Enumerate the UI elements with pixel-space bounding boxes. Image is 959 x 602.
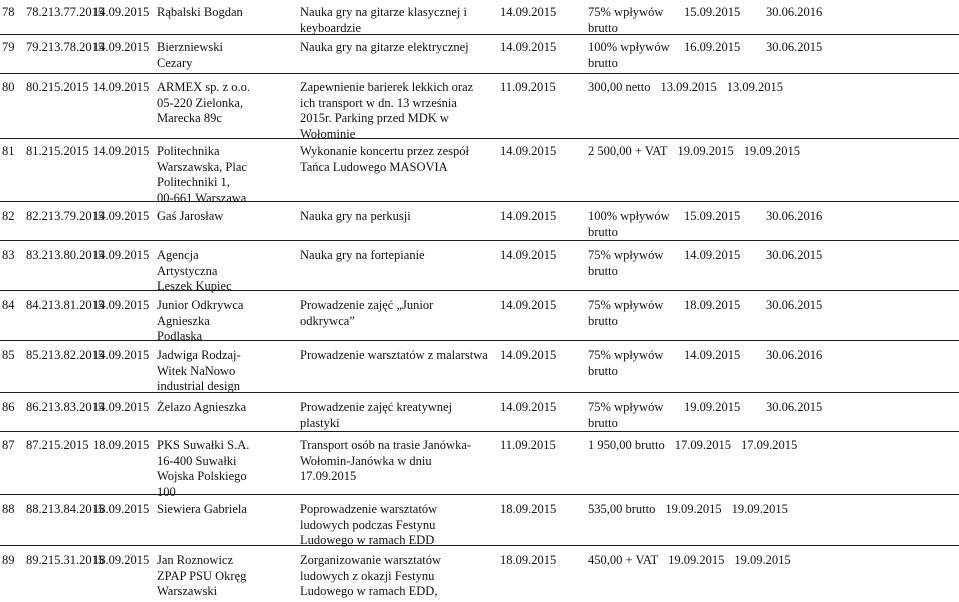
subject [300,553,500,600]
contractor [157,553,295,600]
contract-number: 85.213.82.2015 [26,348,105,362]
subject [300,209,500,225]
subject [300,5,500,36]
end-date: 13.09.2015 [726,80,783,94]
subject-line: Zorganizowanie warsztatów [300,553,442,567]
contract-number: 88.213.84.2015 [26,502,105,516]
row-number: 82 [2,209,15,223]
subject-line: Ludowego w ramach EDD, [300,584,438,598]
signing-date: 14.09.2015 [500,400,557,414]
row-number: 86 [2,400,15,414]
contractor [157,400,295,416]
start-date: 19.09.2015 [668,553,725,567]
signing-date: 14.09.2015 [500,298,557,312]
contract-value-line: brutto [588,313,618,328]
end-date: 30.06.2016 [766,348,823,362]
contractor-line: Siewiera Gabriela [157,502,247,516]
contract-value: 1 950,00 brutto [588,438,665,452]
contractor-line: Podlaska [157,329,203,343]
contract-value [588,348,688,379]
subject-line: Wołomin-Janówka w dniu [300,453,432,468]
row-divider [0,340,959,341]
subject-line: Nauka gry na gitarze elektrycznej [300,40,469,54]
signing-date: 14.09.2015 [500,40,557,54]
contractor-line: Marecka 89c [157,111,222,125]
contract-value [588,209,688,240]
contract-value: 535,00 brutto [588,502,656,516]
subject-line: Prowadzenie warsztatów z malarstwa [300,348,488,362]
contract-value-line: 75% wpływów [588,298,664,312]
contract-date: 14.09.2015 [93,400,150,414]
row-number: 84 [2,298,15,312]
end-date: 30.06.2015 [766,298,823,312]
contract-date: 14.09.2015 [93,144,150,158]
contract-value-line: brutto [588,363,618,378]
signing-date: 14.09.2015 [500,348,557,362]
contractor-line: Leszek Kupiec [157,279,232,293]
contractor-line: Junior Odkrywca [157,298,244,312]
contract-value [588,40,688,71]
contractor [157,248,295,295]
subject-line: Tańca Ludowego MASOVIA [300,159,448,174]
subject-line: Transport osób na trasie Janówka- [300,438,472,452]
contract-date: 18.09.2015 [93,553,150,567]
row-number: 89 [2,553,15,567]
subject-line: Zapewnienie barierek lekkich oraz [300,80,474,94]
subject-line: 17.09.2015 [300,469,357,483]
contract-value-line: brutto [588,415,618,430]
contractor [157,144,295,206]
contractor [157,502,295,518]
end-date: 30.06.2016 [766,209,823,223]
contract-number: 82.213.79.2015 [26,209,105,223]
contractor-line: 100 [157,484,176,499]
contractor-line: industrial design [157,379,240,393]
value-and-dates [588,80,783,96]
contract-value [588,298,688,329]
value-and-dates [588,438,797,454]
signing-date: 14.09.2015 [500,248,557,262]
row-divider [0,34,959,35]
contract-date: 14.09.2015 [93,348,150,362]
contractor-line: ARMEX sp. z o.o. [157,80,251,94]
contractor-line: 00-661 Warszawa [157,190,247,205]
contract-value [588,400,688,431]
end-date: 30.06.2015 [766,400,823,414]
contract-value-line: 75% wpływów [588,348,664,362]
contractor-line: Agencja [157,248,199,262]
contractor-line: Agnieszka [157,313,210,328]
subject [300,502,500,549]
subject-line: Nauka gry na fortepianie [300,248,425,262]
subject-line: Poprowadzenie warsztatów [300,502,438,516]
start-date: 19.09.2015 [677,144,734,158]
end-date: 19.09.2015 [731,502,788,516]
contract-number: 80.215.2015 [26,80,89,94]
start-date: 19.09.2015 [665,502,722,516]
start-date: 15.09.2015 [684,5,741,19]
start-date: 13.09.2015 [660,80,717,94]
contractor [157,40,295,71]
contract-number: 89.215.31.2015 [26,553,105,567]
subject-line: keyboardzie [300,20,362,35]
contract-date: 18.09.2015 [93,438,150,452]
contractor-line: Politechnika [157,144,220,158]
contractor-line: Rąbalski Bogdan [157,5,243,19]
contractor-line: Politechniki 1, [157,175,230,189]
signing-date: 14.09.2015 [500,5,557,19]
contract-number: 83.213.80.2015 [26,248,105,262]
row-divider [0,138,959,139]
start-date: 15.09.2015 [684,209,741,223]
subject [300,248,500,264]
row-number: 81 [2,144,15,158]
row-divider [0,73,959,74]
subject-line: 2015r. Parking przed MDK w [300,111,449,125]
contractor-line: Bierzniewski [157,40,223,54]
subject [300,400,500,431]
contract-date: 14.09.2015 [93,5,150,19]
contract-value-line: 75% wpływów [588,400,664,414]
start-date: 14.09.2015 [684,248,741,262]
subject-line: ludowych podczas Festynu [300,517,436,532]
value-and-dates [588,144,800,160]
start-date: 14.09.2015 [684,348,741,362]
row-divider [0,392,959,393]
contractor-line: Cezary [157,55,193,70]
contractor-line: Witek NaNowo [157,363,236,378]
end-date: 30.06.2015 [766,248,823,262]
end-date: 30.06.2015 [766,40,823,54]
contract-value [588,5,688,36]
contract-number: 84.213.81.2015 [26,298,105,312]
signing-date: 11.09.2015 [500,80,556,94]
row-number: 78 [2,5,15,19]
subject-line: ludowych z okazji Festynu [300,568,435,583]
subject-line: Wykonanie koncertu przez zespół [300,144,469,158]
signing-date: 14.09.2015 [500,209,557,223]
contract-value-line: brutto [588,263,618,278]
contract-value-line: 75% wpływów [588,5,664,19]
row-number: 80 [2,80,15,94]
start-date: 16.09.2015 [684,40,741,54]
contract-date: 14.09.2015 [93,40,150,54]
row-divider [0,201,959,202]
contractor-line: ZPAP PSU Okręg [157,568,247,583]
contract-value: 2 500,00 + VAT [588,144,668,158]
subject-line: Ludowego w ramach EDD [300,533,435,547]
contract-value-line: brutto [588,55,618,70]
contract-number: 79.213.78.2015 [26,40,105,54]
end-date: 17.09.2015 [740,438,798,452]
contract-number: 86.213.83.2015 [26,400,105,414]
subject-line: Prowadzenie zajęć kreatywnej [300,400,453,414]
value-and-dates [588,553,791,569]
row-number: 79 [2,40,15,54]
contract-number: 81.215.2015 [26,144,89,158]
signing-date: 18.09.2015 [500,553,557,567]
end-date: 30.06.2016 [766,5,823,19]
subject-line: Nauka gry na gitarze klasycznej i [300,5,467,19]
row-divider [0,240,959,241]
contractor [157,209,295,225]
subject [300,298,500,329]
contract-number: 87.215.2015 [26,438,89,452]
signing-date: 11.09.2015 [500,438,556,452]
contract-value [588,248,688,279]
subject-line: Wołominie [300,126,356,141]
contractor-line: Wojska Polskiego [157,469,247,483]
subject-line: plastyki [300,415,340,430]
start-date: 18.09.2015 [684,298,741,312]
contractor-line: Żelazo Agnieszka [157,400,247,414]
contractor-line: Gaś Jarosław [157,209,224,223]
end-date: 19.09.2015 [743,144,801,158]
contract-value-line: brutto [588,20,618,35]
contract-value-line: 100% wpływów [588,209,670,223]
contractor [157,348,295,395]
contract-value: 300,00 netto [588,80,651,94]
end-date: 19.09.2015 [734,553,791,567]
row-number: 83 [2,248,15,262]
contractor [157,80,295,127]
contract-value-line: 75% wpływów [588,248,664,262]
row-number: 87 [2,438,15,452]
value-and-dates [588,502,788,518]
start-date: 17.09.2015 [674,438,731,452]
contract-date: 14.09.2015 [93,248,150,262]
contract-date: 18.09.2015 [93,502,150,516]
contractor-line: 16-400 Suwałki [157,453,237,468]
row-divider [0,431,959,432]
subject [300,40,500,56]
row-number: 85 [2,348,15,362]
subject [300,144,500,175]
contractor [157,5,295,21]
subject-line: ich transport w dn. 13 września [300,95,457,110]
signing-date: 18.09.2015 [500,502,557,516]
start-date: 19.09.2015 [684,400,741,414]
row-divider [0,494,959,495]
contractor-line: Warszawski [157,584,218,598]
contractor-line: Warszawska, Plac [157,159,247,174]
subject [300,348,500,364]
contractor-line: 05-220 Zielonka, [157,95,244,110]
contract-value: 450,00 + VAT [588,553,659,567]
contractor-line: PKS Suwałki S.A. [157,438,250,452]
contractor-line: Jan Roznowicz [157,553,234,567]
contractor-line: Artystyczna [157,263,218,278]
row-divider [0,290,959,291]
contract-date: 14.09.2015 [93,298,150,312]
row-number: 88 [2,502,15,516]
contractor [157,438,295,500]
subject [300,438,500,485]
contract-value-line: brutto [588,224,618,239]
subject [300,80,500,142]
contractor [157,298,295,345]
contract-value-line: 100% wpływów [588,40,670,54]
subject-line: Prowadzenie zajęć „Junior [300,298,434,312]
contract-number: 78.213.77.2015 [26,5,105,19]
subject-line: odkrywca” [300,313,355,328]
contract-date: 14.09.2015 [93,80,150,94]
signing-date: 14.09.2015 [500,144,557,158]
contractor-line: Jadwiga Rodzaj- [157,348,241,362]
row-divider [0,545,959,546]
subject-line: Nauka gry na perkusji [300,209,411,223]
contract-date: 14.09.2015 [93,209,150,223]
